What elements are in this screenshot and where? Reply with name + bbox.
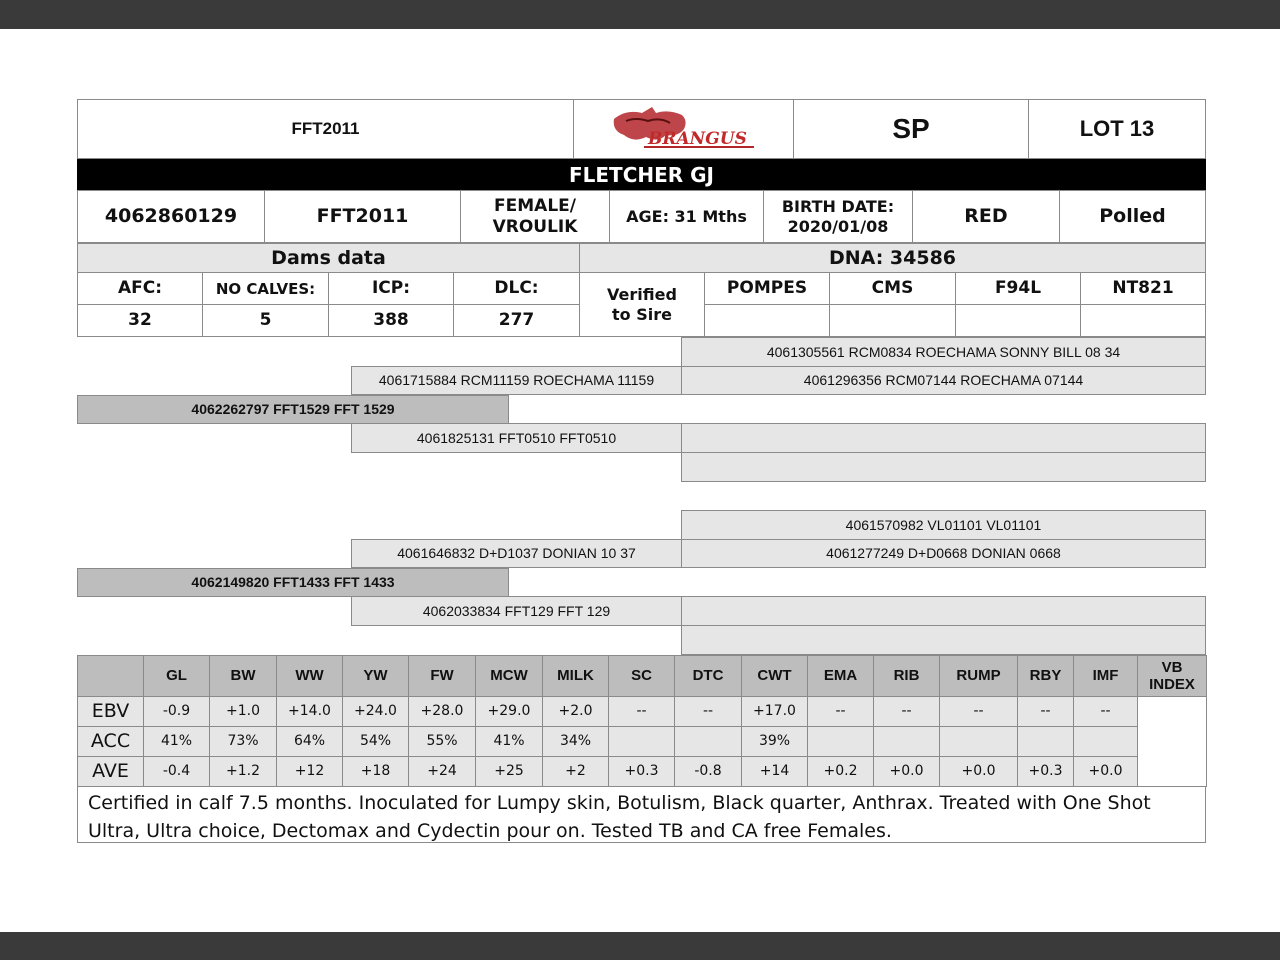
ebv-cell [1017,726,1074,757]
ebv-cell [674,726,742,757]
dams-header-calves: NO CALVES: [202,272,329,305]
brand-text: BRANGUS [648,129,747,149]
ebv-cell: -- [608,696,675,727]
ebv-cell: +28.0 [408,696,476,727]
pedigree-sire-sire: 4061715884 RCM11159 ROECHAMA 11159 [351,366,682,395]
ebv-col-header: BW [209,655,277,697]
ebv-cell: -0.9 [143,696,210,727]
brangus-logo [608,103,758,153]
ebv-cell: +0.3 [608,756,675,787]
reg-number: 4062860129 [77,190,265,243]
ebv-cell: +12 [276,756,343,787]
pedigree-dam-dam-sire [681,596,1206,626]
dna-value-cms [829,304,956,337]
ebv-row-label: AVE [77,756,144,787]
dams-data-title: Dams data [77,243,580,273]
dams-value-icp: 388 [328,304,454,337]
ebv-cell: 73% [209,726,277,757]
ebv-cell: +0.0 [1073,756,1138,787]
pedigree-sire-sire-dam: 4061296356 RCM07144 ROECHAMA 07144 [681,366,1206,395]
lot-number: LOT 13 [1028,99,1206,159]
vb-index-value [1137,696,1207,787]
ebv-cell [807,726,874,757]
ebv-cell: 34% [542,726,609,757]
ebv-cell: +2.0 [542,696,609,727]
category: SP [793,99,1029,159]
pedigree-dam-sire-dam: 4061277249 D+D0668 DONIAN 0668 [681,539,1206,568]
ebv-cell: -- [873,696,940,727]
ebv-col-header: MILK [542,655,609,697]
ebv-cell: -0.8 [674,756,742,787]
ebv-cell [873,726,940,757]
ebv-cell: 39% [741,726,808,757]
ebv-col-header: RUMP [939,655,1018,697]
ebv-cell: -- [1073,696,1138,727]
owner-name: FLETCHER GJ [77,159,1206,191]
pedigree-dam-dam-dam [681,625,1206,655]
dna-header-cms: CMS [829,272,956,305]
ebv-col-header: SC [608,655,675,697]
dna-title: DNA: 34586 [579,243,1206,273]
ebv-cell: +0.0 [873,756,940,787]
ebv-col-header: RBY [1017,655,1074,697]
dna-header-nt821: NT821 [1080,272,1206,305]
ebv-row-label: EBV [77,696,144,727]
dams-header-afc: AFC: [77,272,203,305]
ebv-cell: +29.0 [475,696,543,727]
ebv-col-header: FW [408,655,476,697]
ebv-cell: 55% [408,726,476,757]
ebv-col-header: RIB [873,655,940,697]
ebv-cell: +24.0 [342,696,409,727]
dna-header-f94l: F94L [955,272,1081,305]
remarks: Certified in calf 7.5 months. Inoculated for Lumpy skin, Botulism, Black quarter, Anthrax. Treated with One Shot Ultra, Ultra choice, Dectomax and Cydectin pour on. Tested TB and CA free Females. [77,786,1206,843]
ebv-cell: +0.3 [1017,756,1074,787]
pedigree-sire-dam-sire [681,423,1206,453]
birth-date-label: BIRTH DATE: [781,197,895,217]
pedigree-sire: 4062262797 FFT1529 FFT 1529 [77,395,509,424]
ebv-cell [608,726,675,757]
ebv-cell: 64% [276,726,343,757]
ebv-cell: +2 [542,756,609,787]
vb-index-header: VB INDEX [1137,655,1207,697]
ebv-cell: -- [674,696,742,727]
ebv-cell: -- [807,696,874,727]
birth-date-cell [763,190,913,243]
ebv-cell [1073,726,1138,757]
dams-header-icp: ICP: [328,272,454,305]
ebv-cell: +1.2 [209,756,277,787]
horn-status: Polled [1059,190,1206,243]
ebv-cell: +24 [408,756,476,787]
ebv-col-header: MCW [475,655,543,697]
ebv-cell: +0.2 [807,756,874,787]
pedigree-sire-sire-sire: 4061305561 RCM0834 ROECHAMA SONNY BILL 08 34 [681,337,1206,367]
dams-value-calves: 5 [202,304,329,337]
verified-to-sire: Verified to Sire [579,272,705,337]
ebv-cell: 41% [475,726,543,757]
ebv-corner [77,655,144,697]
ebv-cell: +1.0 [209,696,277,727]
ebv-col-header: GL [143,655,210,697]
ebv-cell: -- [939,696,1018,727]
dams-value-dlc: 277 [453,304,580,337]
ebv-cell: -0.4 [143,756,210,787]
ebv-cell: +17.0 [741,696,808,727]
ebv-col-header: WW [276,655,343,697]
pedigree-dam-sire: 4061646832 D+D1037 DONIAN 10 37 [351,539,682,568]
ebv-cell: 54% [342,726,409,757]
dams-value-afc: 32 [77,304,203,337]
animal-age: AGE: 31 Mths [609,190,764,243]
ebv-cell: -- [1017,696,1074,727]
animal-colour: RED [912,190,1060,243]
ebv-row-label: ACC [77,726,144,757]
ebv-col-header: DTC [674,655,742,697]
dna-header-pompes: POMPES [704,272,830,305]
ebv-col-header: IMF [1073,655,1138,697]
dams-header-dlc: DLC: [453,272,580,305]
ebv-cell: +14.0 [276,696,343,727]
ebv-col-header: CWT [741,655,808,697]
dna-value-pompes [704,304,830,337]
ebv-cell: +14 [741,756,808,787]
ebv-cell: +25 [475,756,543,787]
pedigree-sire-dam-dam [681,452,1206,482]
ebv-col-header: EMA [807,655,874,697]
pedigree-dam: 4062149820 FFT1433 FFT 1433 [77,568,509,597]
bottom-bar [0,932,1280,960]
pedigree-dam-sire-sire: 4061570982 VL01101 VL01101 [681,510,1206,540]
animal-tag: FFT2011 [264,190,461,243]
ebv-col-header: YW [342,655,409,697]
header-tag: FFT2011 [77,99,574,159]
animal-sex: FEMALE/ VROULIK [460,190,610,243]
top-bar [0,0,1280,29]
ebv-cell: 41% [143,726,210,757]
ebv-cell [939,726,1018,757]
ebv-cell: +0.0 [939,756,1018,787]
pedigree-sire-dam: 4061825131 FFT0510 FFT0510 [351,423,682,453]
birth-date: 2020/01/08 [787,216,889,236]
pedigree-dam-dam: 4062033834 FFT129 FFT 129 [351,596,682,626]
ebv-cell: +18 [342,756,409,787]
dna-value-nt821 [1080,304,1206,337]
dna-value-f94l [955,304,1081,337]
